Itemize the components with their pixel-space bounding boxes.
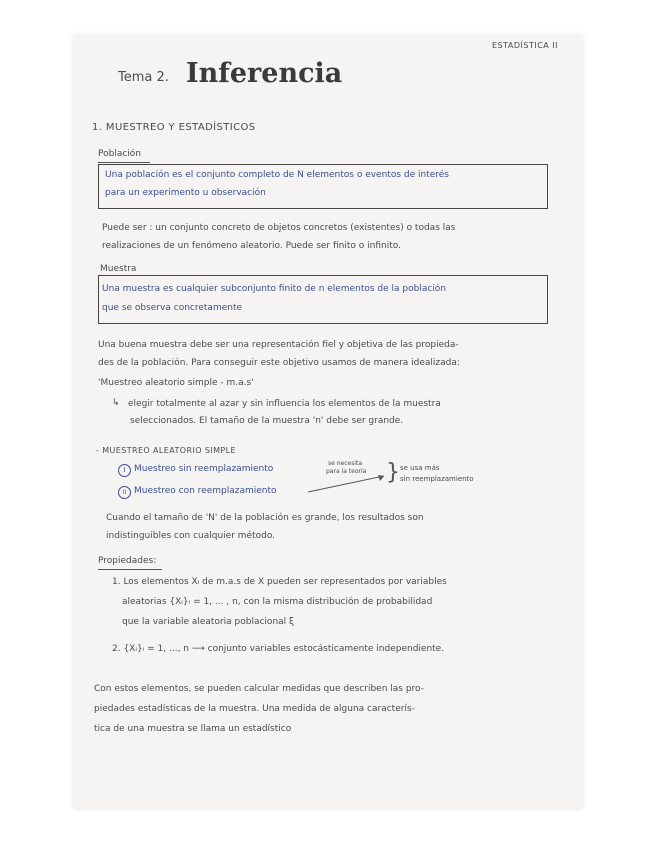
prop1-line3: que la variable aleatoria poblacional ξ [122, 617, 295, 627]
poblacion-def-line1: Una población es el conjunto completo de N elementos o eventos de interés [105, 170, 449, 180]
cuando-line2: indistinguibles con cualquier método. [106, 531, 276, 541]
final-line2: piedades estadísticas de la muestra. Una medida de alguna caracterís- [94, 704, 415, 714]
poblacion-desc-line2: realizaciones de un fenómeno aleatorio. Puede ser finito o infinito. [102, 241, 401, 251]
final-line3: tica de una muestra se llama un estadístico [94, 724, 292, 734]
page-header: ESTADÍSTICA II [492, 41, 559, 50]
page-title: Inferencia [186, 58, 343, 89]
right-note-line1: se usa más [400, 464, 440, 472]
propiedades-underline [98, 569, 162, 570]
arrow-note-line2: para la teoría [326, 468, 367, 475]
prop2-line1: 2. {Xᵢ}ᵢ = 1, ..., n ⟶ conjunto variables estocásticamente independiente. [112, 644, 445, 654]
poblacion-label: Población [98, 149, 142, 159]
prop1-line1: 1. Los elementos Xᵢ de m.a.s de X pueden ser representados por variables [112, 577, 447, 587]
buena-line5: seleccionados. El tamaño de la muestra 'n' debe ser grande. [130, 416, 404, 426]
prop1-line2: aleatorias {Xᵢ}ᵢ = 1, ... , n, con la misma distribución de probabilidad [122, 597, 433, 607]
item1-number-badge: I [118, 464, 131, 477]
muestra-label: Muestra [100, 264, 137, 274]
arrow-note-line1: se necesita [328, 460, 363, 467]
mas-heading: - MUESTREO ALEATORIO SIMPLE [96, 446, 236, 455]
buena-line1: Una buena muestra debe ser una representación fiel y objetiva de las propieda- [98, 340, 459, 350]
right-note-line2: sin reemplazamiento [400, 475, 474, 483]
poblacion-desc-line1: Puede ser : un conjunto concreto de objetos concretos (existentes) o todas las [102, 223, 456, 233]
muestra-def-line1: Una muestra es cualquier subconjunto finito de n elementos de la población [102, 284, 447, 294]
poblacion-def-line2: para un experimento u observación [105, 188, 266, 198]
poblacion-underline [98, 162, 150, 163]
hook-arrow-icon: ↳ [112, 398, 120, 408]
muestra-definition-box [98, 275, 548, 324]
mas-item2: Muestreo con reemplazamiento [134, 486, 277, 496]
notebook-page [74, 36, 582, 808]
buena-line3: 'Muestreo aleatorio simple - m.a.s' [98, 378, 254, 388]
arrow-icon [306, 466, 391, 496]
muestra-def-line2: que se observa concretamente [102, 303, 243, 313]
final-line1: Con estos elementos, se pueden calcular medidas que describen las pro- [94, 684, 424, 694]
cuando-line1: Cuando el tamaño de 'N' de la población es grande, los resultados son [106, 513, 424, 523]
tema-label: Tema 2. [118, 70, 169, 85]
mas-item1: Muestreo sin reemplazamiento [134, 464, 274, 474]
buena-line2: des de la población. Para conseguir este objetivo usamos de manera idealizada: [98, 358, 460, 368]
brace-icon: } [386, 460, 400, 485]
section-heading: 1. MUESTREO Y ESTADÍSTICOS [92, 122, 256, 133]
buena-line4: elegir totalmente al azar y sin influencia los elementos de la muestra [128, 399, 441, 409]
propiedades-label: Propiedades: [98, 556, 157, 566]
item2-number-badge: II [118, 486, 131, 499]
